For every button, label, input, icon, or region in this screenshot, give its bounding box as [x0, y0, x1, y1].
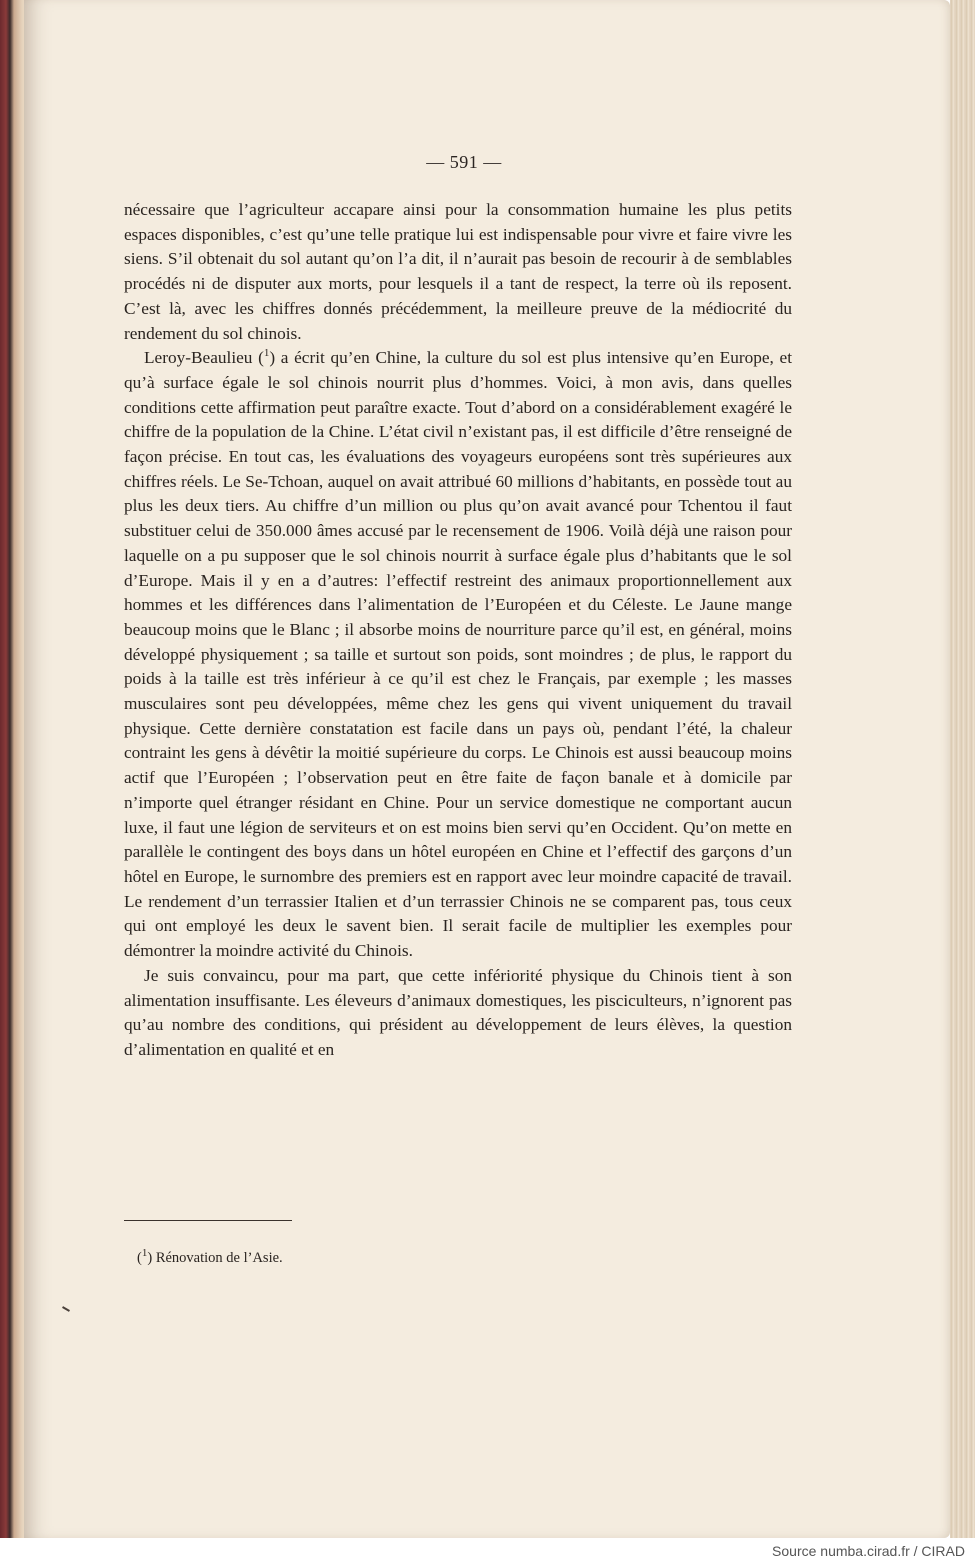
page-number: — 591 — [426, 152, 502, 172]
footnote-text: Rénovation de l’Asie. [155, 1250, 283, 1266]
source-credit: Source numba.cirad.fr / CIRAD [772, 1543, 965, 1559]
book-page [24, 0, 950, 1538]
paragraph-1: nécessaire que l’agriculteur accapare ainsi pour la consommation humaine les plus petits espaces disponibles, c’est qu’une telle pratique lui est indispensable pour vivre et faire vivre les siens. S’il obtenait du sol autant qu’on l’a dit, il n’aurait pas besoin de recourir à de semblables procédés ni de disputer aux morts, pour lesquels il a tant de respect, la terre où ils reposent. C’est là, avec les chiffres donnés précédemment, la meilleure preuve de la médiocrité du rendement du sol chinois. [124, 200, 792, 343]
footnote: ($^1$) Rénovation de l’Asie. [137, 1247, 283, 1266]
paragraph-3: Je suis convaincu, pour ma part, que cette infériorité physique du Chinois tient à son alimentation insuffisante. Les éleveurs d’animaux domestiques, les pisciculteurs, n’ignorent pas qu’au nombre des conditions, qui président au développement de leurs élèves, la question d’alimentation en qualité et en [124, 965, 792, 1059]
footnote-divider [124, 1220, 292, 1221]
page-stack-edge [950, 0, 975, 1538]
stray-mark [62, 1306, 70, 1312]
paragraph-2 [124, 346, 792, 964]
paragraph-2-rest: ) a écrit qu’en Chine, la culture du sol est plus intensive qu’en Europe, et qu’à surface égale le sol chinois nourrit plus d’hommes. Voici, à mon avis, dans quelles conditions cette affirmation peut paraître exacte. Tout d’abord on a considérablement exagéré le chiffre de la population de la Chine. L’état civil n’existant pas, il est difficile d’être renseigné de façon précise. En tout cas, les évaluations des voyageurs européens sont très supérieures aux chiffres réels. Le Se-Tchoan, auquel on avait attribué 60 millions d’habitants, en possède tout au plus les deux tiers. Au chiffre d’un million ou plus qu’on avait avancé pour Tchentou il faut substituer celui de 350.000 âmes accusé par le recensement de 1906. Voilà déjà une raison pour laquelle on a pu supposer que le sol chinois nourrit à surface égale plus d’habitants que le sol d’Europe. Mais il y en a d’autres: l’effectif restreint des animaux proportionnellement aux hommes et les différences dans l’alimentation de l’Européen et du Céleste. Le Jaune mange beaucoup moins que le Blanc ; il absorbe moins de nourriture parce qu’il est, en général, moins développé physiquement ; sa taille et surtout son poids, sont moindres ; de plus, le rapport du poids à la taille est très inférieur à ce qu’il est chez le Français, par exemple ; les masses musculaires sont peu développées, même chez les gens qui vivent uniquement du travail physique. Cette dernière constatation est facile dans un pays où, pendant l’été, la chaleur contraint les gens à dévêtir la moitié supérieure du corps. Le Chinois est aussi beaucoup moins actif que l’Européen ; l’observation peut en être faite de façon banale et à domicile par n’importe quel étranger résidant en Chine. Pour un service domestique ne comportant aucun luxe, il faut une légion de serviteurs et on est moins bien servi qu’en Occident. Qu’on mette en parallèle le contingent des boys dans un hôtel européen en Chine et l’effectif des garçons d’un hôtel en Europe, le surnombre des premiers est en rapport avec leur moindre capacité de travail. Le rendement d’un terrassier Italien et d’un terrassier Chinois ne se comparent pas, tous ceux qui ont employé les deux le savent bien. Il serait facile de multiplier les exemples pour démontrer la moindre activité du Chinois. [124, 348, 793, 961]
body-text [124, 198, 792, 1063]
footnote-reference: 1 [263, 347, 270, 360]
footnote-mark: 1 [141, 1247, 148, 1260]
paragraph-2-start: Leroy-Beaulieu ( [144, 348, 264, 368]
